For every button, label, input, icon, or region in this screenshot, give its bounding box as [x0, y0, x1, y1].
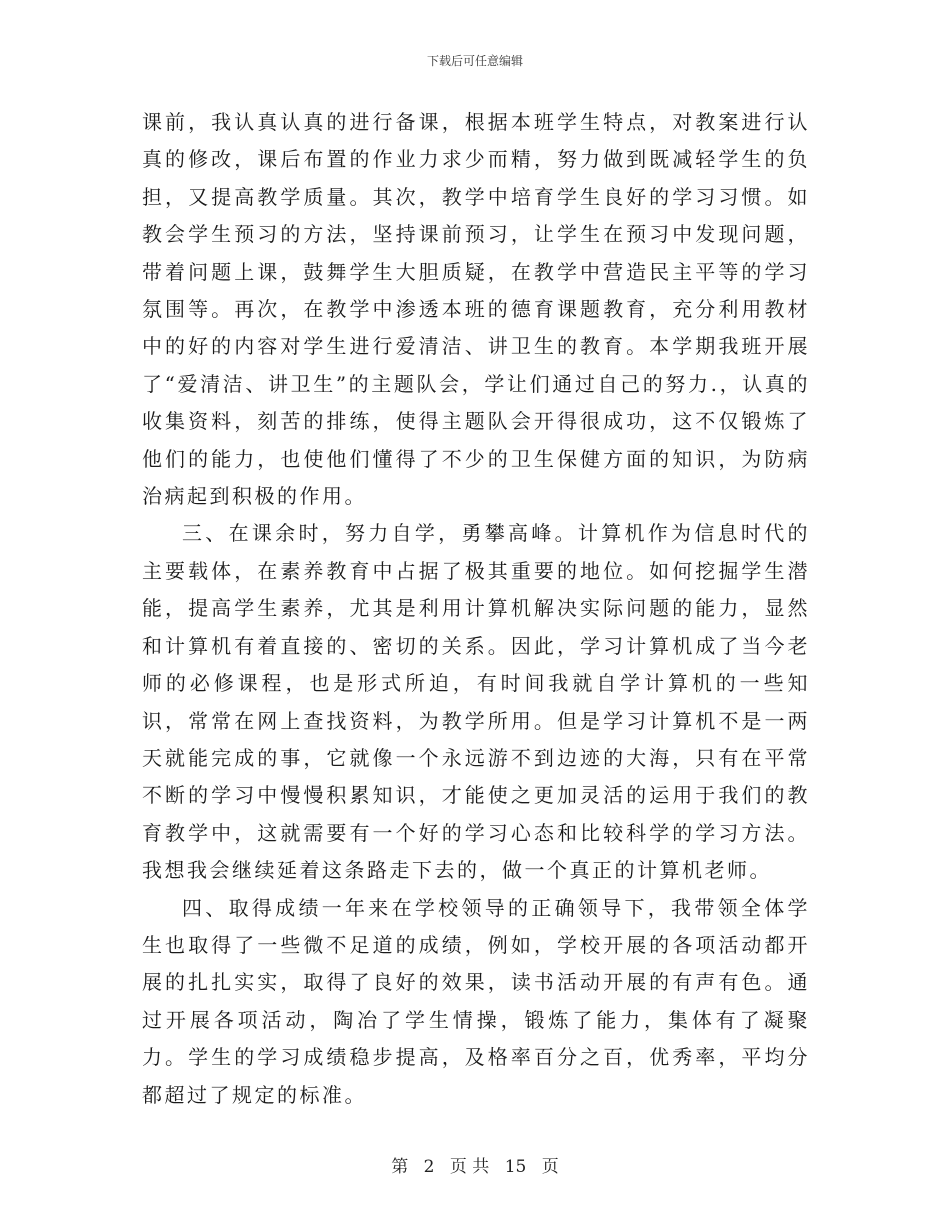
- current-page-number: 2: [423, 1157, 435, 1177]
- footer-middle: 页 共: [449, 1157, 490, 1177]
- document-body: [142, 104, 810, 1114]
- page-footer: [0, 1152, 950, 1177]
- paragraph-self-study: 三、在课余时，努力自学，勇攀高峰。计算机作为信息时代的主要载体，在素养教育中占据了极其重要的地位。如何挖掘学生潜能，提高学生素养，尤其是利用计算机解决实际问题的能力，显然和计算机有着直接的、密切的关系。因此，学习计算机成了当今老师的必修课程，也是形式所迫，有时间我就自学计算机的一些知识，常常在网上查找资料，为教学所用。但是学习计算机不是一两天就能完成的事，它就像一个永远游不到边迹的大海，只有在平常不断的学习中慢慢积累知识，才能使之更加灵活的运用于我们的教育教学中，这就需要有一个好的学习心态和比较科学的学习方法。我想我会继续延着这条路走下去的，做一个真正的计算机老师。: [142, 521, 810, 883]
- paragraph-lesson-prep: 课前，我认真认真的进行备课，根据本班学生特点，对教案进行认真的修改，课后布置的作业力求少而精，努力做到既减轻学生的负担，又提高教学质量。其次，教学中培育学生良好的学习习惯。如教会学生预习的方法，坚持课前预习，让学生在预习中发现问题，带着问题上课，鼓舞学生大胆质疑，在教学中营造民主平等的学习氛围等。再次，在教学中渗透本班的德育课题教育，充分利用教材中的好的内容对学生进行爱清洁、讲卫生的教育。本学期我班开展了“爱清洁、讲卫生”的主题队会，学让们通过自己的努力.，认真的收集资料，刻苦的排练，使得主题队会开得很成功，这不仅锻炼了他们的能力，也使他们懂得了不少的卫生保健方面的知识，为防病治病起到积极的作用。: [142, 110, 810, 509]
- footer-suffix: 页: [541, 1157, 559, 1177]
- total-page-count: 15: [504, 1157, 527, 1177]
- paragraph-achievements: 四、取得成绩一年来在学校领导的正确领导下，我带领全体学生也取得了一些微不足道的成绩，例如，学校开展的各项活动都开展的扎扎实实，取得了良好的效果，读书活动开展的有声有色。通过开展各项活动，陶冶了学生情操，锻炼了能力，集体有了凝聚力。学生的学习成绩稳步提高，及格率百分之百，优秀率，平均分都超过了规定的标准。: [142, 895, 810, 1107]
- page-header: 下载后可任意编辑: [426, 54, 523, 68]
- footer-prefix: 第: [391, 1157, 409, 1177]
